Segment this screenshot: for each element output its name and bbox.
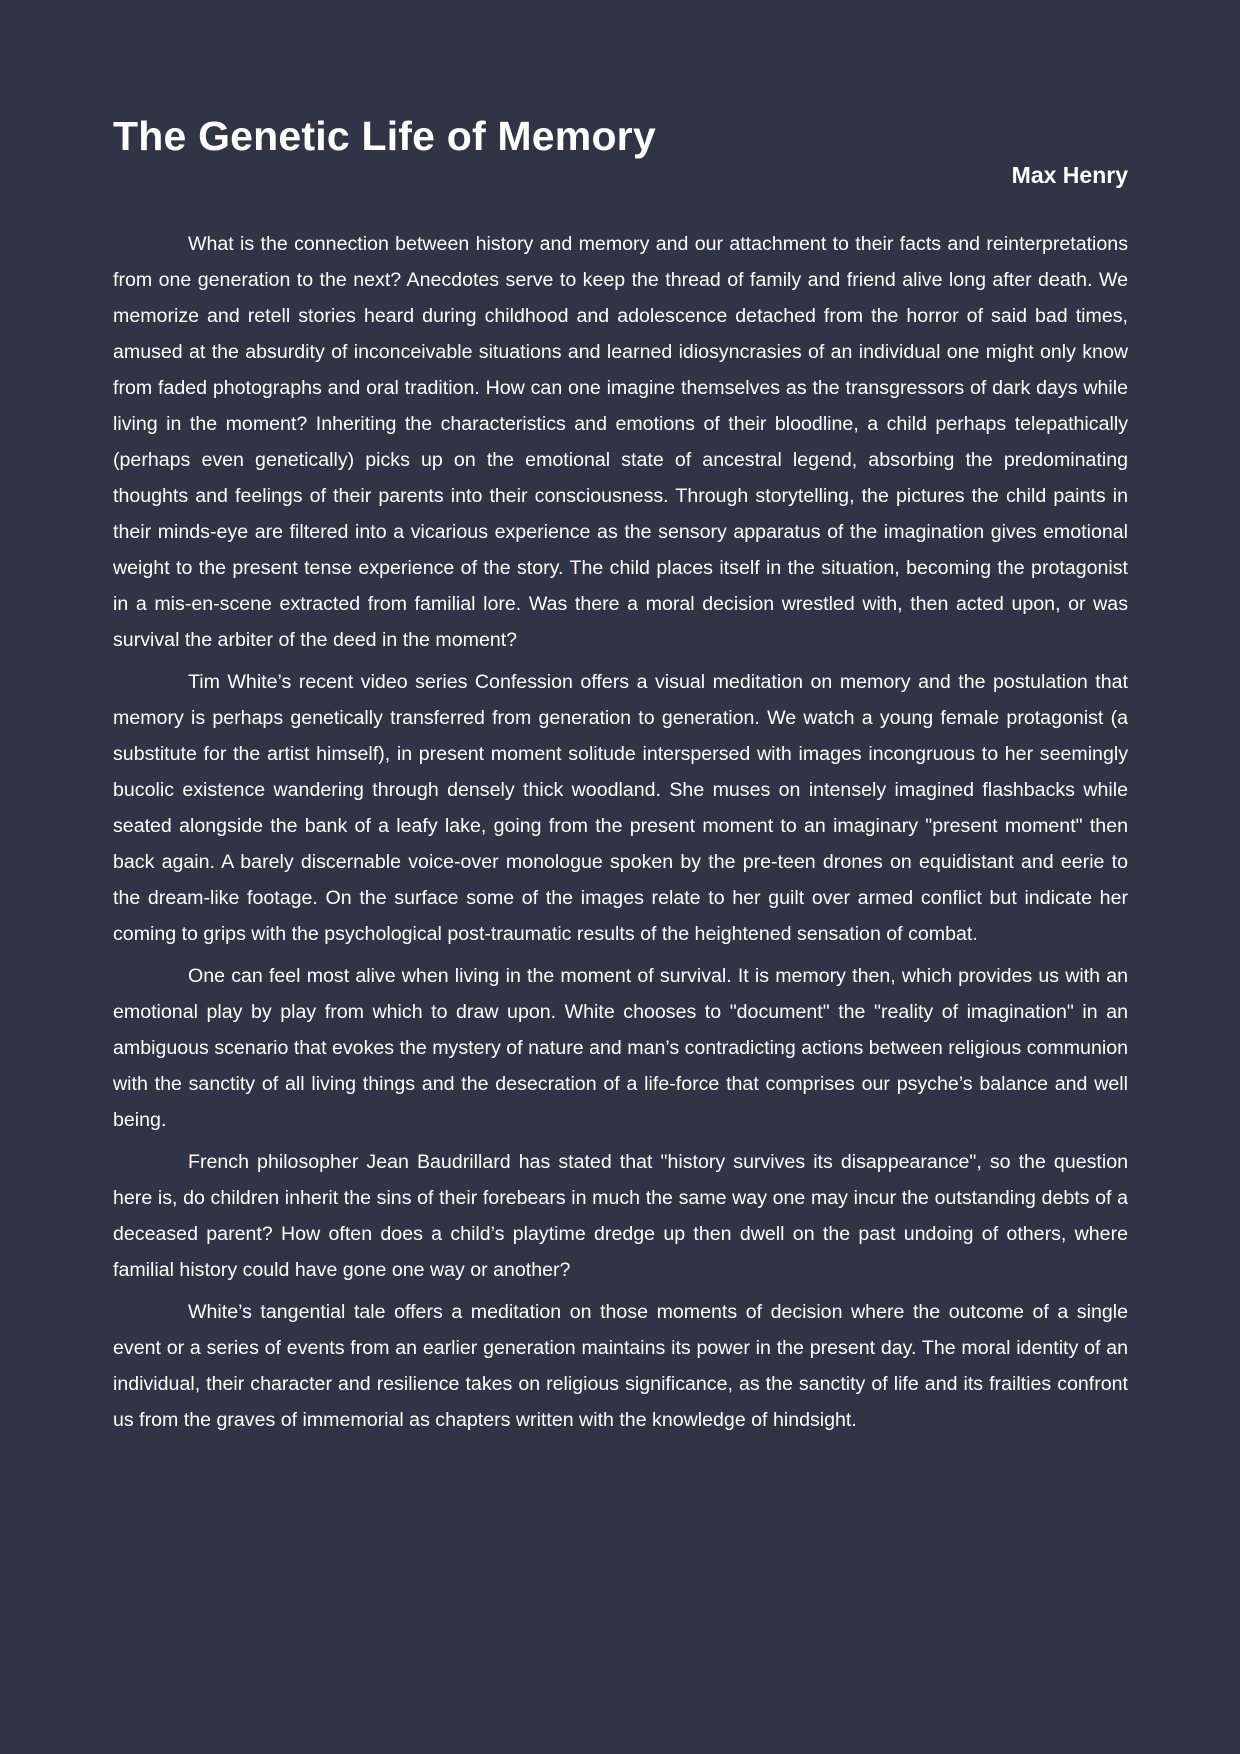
paragraph: White’s tangential tale offers a meditation on those moments of decision where the outcome of a single event or a series of events from an earlier generation maintains its power in the present day. The moral identity of an individual, their character and resilience takes on religious significance, as the sanctity of life and its frailties confront us from the graves of immemorial as chapters written with the knowledge of hindsight.: [113, 1301, 1128, 1431]
paragraph: One can feel most alive when living in the moment of survival. It is memory then, which provides us with an emotional play by play from which to draw upon. White chooses to "document" the "reality of imagination" in an ambiguous scenario that evokes the mystery of nature and man’s contradicting actions between religious communion with the sanctity of all living things and the desecration of a life-force that comprises our psyche’s balance and well being.: [113, 965, 1128, 1131]
paragraph: French philosopher Jean Baudrillard has stated that "history survives its disappearance", so the question here is, do children inherit the sins of their forebears in much the same way one may incur the outstanding debts of a deceased parent? How often does a child’s playtime dredge up then dwell on the past undoing of others, where familial history could have gone one way or another?: [113, 1151, 1128, 1281]
article-body: [113, 226, 1128, 1438]
document-title: The Genetic Life of Memory: [113, 113, 656, 159]
paragraph: What is the connection between history and memory and our attachment to their facts and reinterpretations from one generation to the next? Anecdotes serve to keep the thread of family and friend alive long after death. We memorize and retell stories heard during childhood and adolescence detached from the horror of said bad times, amused at the absurdity of inconceivable situations and learned idiosyncrasies of an individual one might only know from faded photographs and oral tradition. How can one imagine themselves as the transgressors of dark days while living in the moment? Inheriting the characteristics and emotions of their bloodline, a child perhaps telepathically (perhaps even genetically) picks up on the emotional state of ancestral legend, absorbing the predominating thoughts and feelings of their parents into their consciousness. Through storytelling, the pictures the child paints in their minds-eye are filtered into a vicarious experience as the sensory apparatus of the imagination gives emotional weight to the present tense experience of the story. The child places itself in the situation, becoming the protagonist in a mis-en-scene extracted from familial lore. Was there a moral decision wrestled with, then acted upon, or was survival the arbiter of the deed in the moment?: [113, 233, 1128, 651]
author-name: Max Henry: [1011, 162, 1128, 188]
paragraph: Tim White’s recent video series Confession offers a visual meditation on memory and the postulation that memory is perhaps genetically transferred from generation to generation. We watch a young female protagonist (a substitute for the artist himself), in present moment solitude interspersed with images incongruous to her seemingly bucolic existence wandering through densely thick woodland. She muses on intensely imagined flashbacks while seated alongside the bank of a leafy lake, going from the present moment to an imaginary "present moment" then back again. A barely discernable voice-over monologue spoken by the pre-teen drones on equidistant and eerie to the dream-like footage. On the surface some of the images relate to her guilt over armed conflict but indicate her coming to grips with the psychological post-traumatic results of the heightened sensation of combat.: [113, 671, 1128, 945]
